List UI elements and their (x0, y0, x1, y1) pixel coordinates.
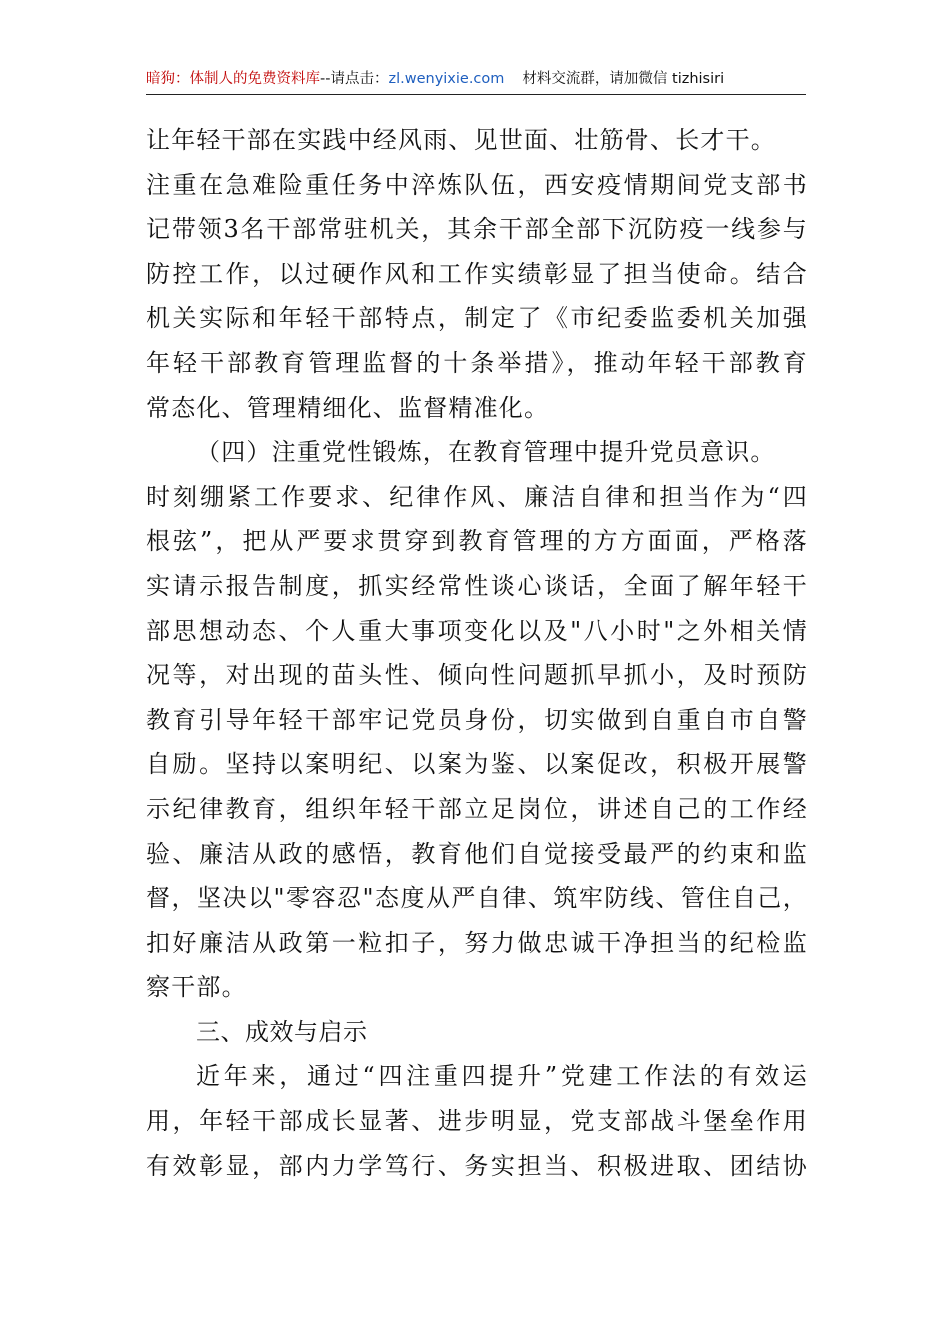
text-line: 督，坚决以"零容忍"态度从严自律、筑牢防线、管住自己， (146, 884, 808, 913)
header-click-prompt: --请点击： (320, 71, 389, 87)
text-line: 时刻绷紧工作要求、纪律作风、廉洁自律和担当作为“四 (146, 482, 808, 511)
text-line: 根弦”，把从严要求贯穿到教育管理的方方面面，严格落 (146, 527, 808, 556)
text-line: 况等，对出现的苗头性、倾向性问题抓早抓小，及时预防 (146, 661, 808, 690)
text-line: 有效彰显，部内力学笃行、务实担当、积极进取、团结协 (146, 1151, 808, 1180)
header-site-name: 暗狗：体制人的免费资料库 (146, 71, 320, 87)
text-line: 让年轻干部在实践中经风雨、见世面、壮筋骨、长才干。 (146, 126, 776, 154)
text-line: 实请示报告制度，抓实经常性谈心谈话，全面了解年轻干 (146, 571, 808, 600)
text-line: 部思想动态、个人重大事项变化以及"八小时"之外相关情 (146, 616, 808, 645)
page-header (146, 66, 806, 95)
text-line: 教育引导年轻干部牢记党员身份，切实做到自重自市自警 (146, 705, 808, 734)
text-line: 防控工作，以过硬作风和工作实绩彰显了担当使命。结合 (146, 259, 808, 288)
text-line: 近年来，通过“四注重四提升”党建工作法的有效运 (196, 1062, 808, 1091)
section-three-heading: 三、成效与启示 (196, 1017, 368, 1046)
header-url-link[interactable]: zl.wenyixie.com (388, 71, 505, 87)
section-four-heading: （四）注重党性锻炼，在教育管理中提升党员意识。 (196, 438, 776, 467)
text-line: 验、廉洁从政的感悟，教育他们自觉接受最严的约束和监 (146, 839, 808, 868)
text-line: 自励。坚持以案明纪、以案为鉴、以案促改，积极开展警 (146, 750, 808, 779)
text-line: 机关实际和年轻干部特点，制定了《市纪委监委机关加强 (146, 304, 808, 333)
text-line: 记带领3名干部常驻机关，其余干部全部下沉防疫一线参与 (146, 215, 808, 244)
text-line: 察干部。 (146, 973, 247, 1002)
text-line: 用，年轻干部成长显著、进步明显，党支部战斗堡垒作用 (146, 1107, 808, 1136)
header-wechat-note: 材料交流群，请加微信 tizhisiri (522, 71, 725, 87)
text-line: 常态化、管理精细化、监督精准化。 (146, 393, 550, 422)
text-line: 注重在急难险重任务中淬炼队伍，西安疫情期间党支部书 (146, 170, 808, 199)
text-line: 年轻干部教育管理监督的十条举措》，推动年轻干部教育 (146, 348, 808, 377)
text-line: 示纪律教育，组织年轻干部立足岗位，讲述自己的工作经 (146, 794, 808, 823)
document-body (146, 118, 808, 1188)
text-line: 扣好廉洁从政第一粒扣子，努力做忠诚干净担当的纪检监 (146, 928, 808, 957)
